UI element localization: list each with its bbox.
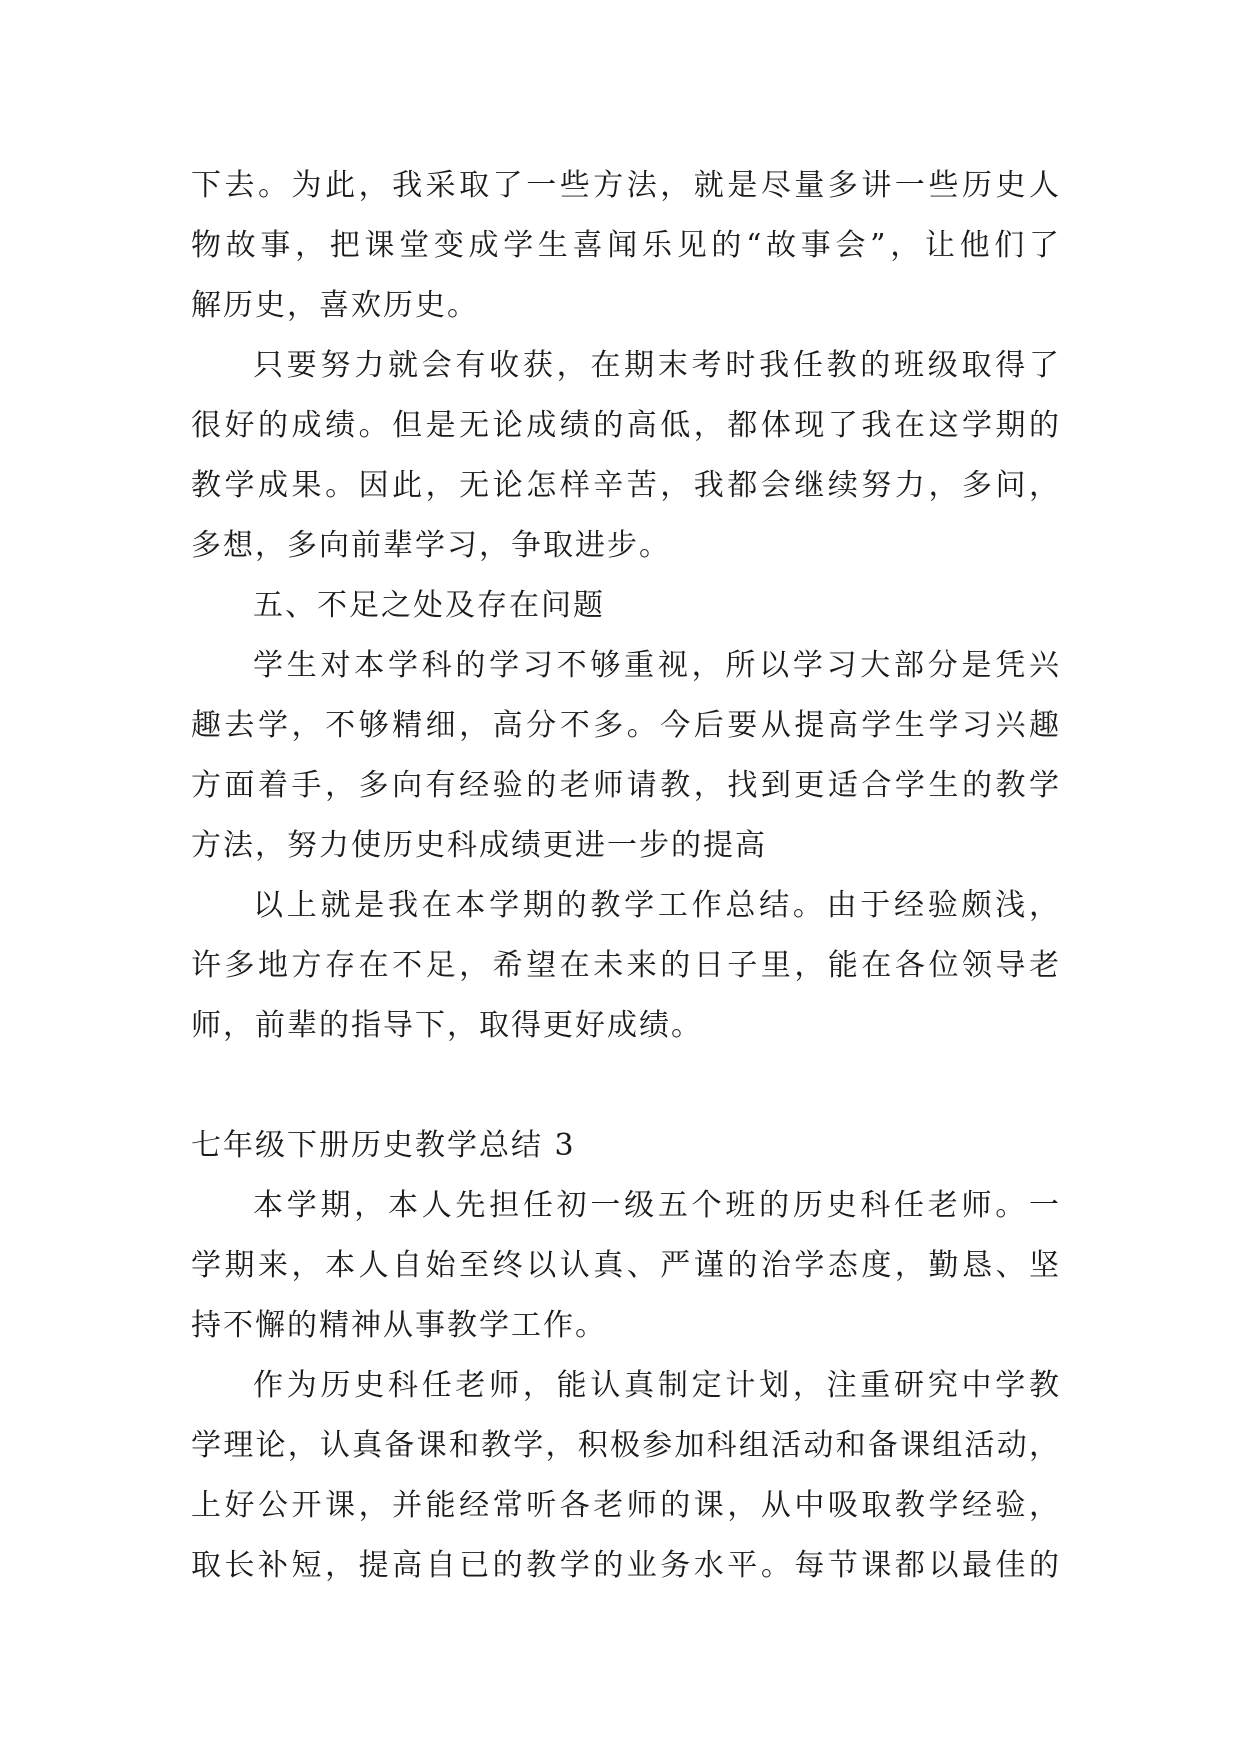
text-line: 学理论，认真备课和教学，积极参加科组活动和备课组活动，: [191, 1428, 1061, 1463]
text-line: 方法，努力使历史科成绩更进一步的提高: [191, 828, 767, 863]
text-line: 教学成果。因此，无论怎样辛苦，我都会继续努力，多问，: [191, 468, 1061, 503]
paragraph-start: 作为历史科任老师，能认真制定计划，注重研究中学教: [253, 1368, 1061, 1403]
text-line: 许多地方存在不足，希望在未来的日子里，能在各位领导老: [191, 948, 1061, 983]
paragraph-start: 学生对本学科的学习不够重视，所以学习大部分是凭兴: [253, 648, 1061, 683]
text-line: 很好的成绩。但是无论成绩的高低，都体现了我在这学期的: [191, 408, 1061, 443]
blank-line: [191, 1056, 1061, 1116]
text-line: 趣去学，不够精细，高分不多。今后要从提高学生学习兴趣: [191, 708, 1061, 743]
document-body: [191, 156, 1061, 1596]
section-heading: 五、不足之处及存在问题: [253, 588, 605, 623]
text-line: 学期来，本人自始至终以认真、严谨的治学态度，勤恳、坚: [191, 1248, 1061, 1283]
text-line: 取长补短，提高自已的教学的业务水平。每节课都以最佳的: [191, 1548, 1061, 1583]
text-line: 解历史，喜欢历史。: [191, 288, 479, 323]
text-line: 师，前辈的指导下，取得更好成绩。: [191, 1008, 703, 1043]
paragraph-start: 本学期，本人先担任初一级五个班的历史科任老师。一: [253, 1188, 1061, 1223]
text-line: 上好公开课，并能经常听各老师的课，从中吸取教学经验，: [191, 1488, 1061, 1523]
text-line: 物故事，把课堂变成学生喜闻乐见的“故事会”，让他们了: [191, 228, 1061, 263]
text-line: 方面着手，多向有经验的老师请教，找到更适合学生的教学: [191, 768, 1061, 803]
paragraph-start: 以上就是我在本学期的教学工作总结。由于经验颇浅，: [253, 888, 1061, 923]
paragraph-start: 只要努力就会有收获，在期末考时我任教的班级取得了: [253, 348, 1061, 383]
text-line: 持不懈的精神从事教学工作。: [191, 1308, 607, 1343]
document-title: 七年级下册历史教学总结 3: [191, 1128, 576, 1163]
text-line: 多想，多向前辈学习，争取进步。: [191, 528, 671, 563]
text-line: 下去。为此，我采取了一些方法，就是尽量多讲一些历史人: [191, 168, 1061, 203]
